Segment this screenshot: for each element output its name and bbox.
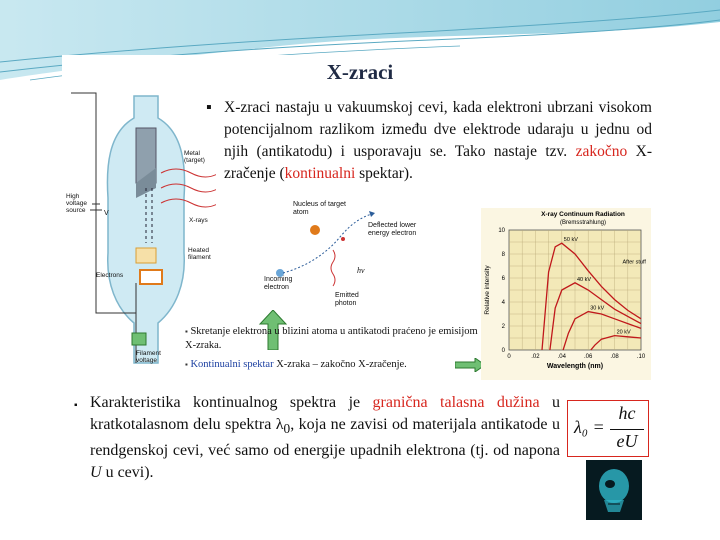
p1-text-3: spektar). (355, 165, 413, 182)
label-heated-filament: Heated filament (188, 247, 211, 261)
label-deflected: Deflected lower energy electron (368, 222, 417, 237)
formula-denominator: eU (616, 431, 638, 451)
series-label: 40 kV (577, 276, 592, 283)
x-tick-label: .06 (584, 354, 593, 360)
label-voltage-v: V (104, 210, 109, 217)
cutoff-wavelength-formula (567, 400, 649, 457)
label-hv: hν (357, 266, 365, 275)
formula-lhs: λ₀ = (574, 417, 605, 437)
formula-fraction-bar (610, 429, 644, 430)
paragraph-xray-origin (224, 97, 652, 185)
caption-continuum (185, 358, 485, 372)
label-filament-voltage: Filament voltage (136, 350, 161, 364)
y-tick-label: 0 (501, 348, 505, 354)
chart-title: X-ray Continuum Radiation (541, 211, 625, 218)
series-label: 50 kV (563, 237, 578, 244)
series-label: 20 kV (616, 329, 631, 336)
x-tick-label: .08 (610, 354, 619, 360)
continuum-spectrum-chart (481, 208, 651, 380)
caption-continuum-rest: X-zraka – zakočno X-zračenje. (273, 359, 407, 370)
bullet-icon: ▪ (185, 360, 188, 369)
p2-text: Karakteristika kontinualnog spektra je (90, 394, 373, 411)
x-axis-label: Wavelength (nm) (546, 363, 604, 370)
xray-skull-image (586, 460, 642, 520)
bullet-icon: ▪ (74, 400, 78, 411)
p1-text-2: X-zračenje ( (224, 143, 653, 182)
chart-annotation: After stuff (622, 259, 646, 266)
p2-subscript: 0 (283, 421, 291, 437)
chart-subtitle: (Bremsstrahlung) (559, 220, 607, 226)
bullet-icon: ▪ (185, 327, 188, 336)
p1-text: X-zraci nastaju u vakuumskoj cevi, kada elektroni ubrzani visokom potencijalnom razlikom između dve elektrode udaraju u jednu od njih (antikatodu) i usporavaju se. Tako nastaje tzv. (224, 99, 652, 160)
p2-text-4: u cevi). (101, 464, 154, 482)
p2-text-2: u kratkotalasnom delu spektra λ (90, 394, 560, 433)
x-tick-label: .04 (557, 354, 566, 360)
p2-voltage-symbol: U (90, 464, 102, 482)
y-axis-label: Relative intensity (484, 265, 491, 315)
y-tick-label: 8 (501, 252, 505, 258)
label-high-voltage: High voltage source (66, 193, 87, 214)
label-xrays: X-rays (189, 217, 208, 224)
y-tick-label: 4 (501, 300, 505, 306)
y-tick-label: 10 (498, 228, 505, 234)
p2-text-3: , koja ne zavisi od materijala antikatode u rendgenskoj cevi, već samo od energije upadnih elektrona (tj. od napona (90, 416, 560, 460)
x-tick-label: .02 (531, 354, 540, 360)
p1-red-term-2: kontinualni (284, 165, 356, 182)
caption-continuum-blue: Kontinualni spektar (190, 359, 274, 370)
label-metal-target: Metal (target) (184, 150, 205, 164)
p2-red-term: granična talasna dužina (372, 394, 540, 411)
label-emitted-photon: Emitted photon (335, 292, 359, 307)
y-tick-label: 6 (501, 276, 505, 282)
x-tick-label: .10 (636, 354, 646, 360)
label-nucleus: Nucleus of target atom (293, 201, 346, 216)
y-tick-label: 2 (501, 324, 505, 330)
x-tick-label: 0 (507, 354, 511, 360)
label-incoming: Incoming electron (264, 276, 293, 291)
label-electrons: Electrons (96, 272, 124, 279)
paragraph-cutoff-wavelength (90, 392, 560, 484)
slide-title: X-zraci (326, 60, 394, 84)
series-label: 30 kV (590, 305, 605, 312)
caption-deflection (185, 325, 485, 353)
caption-deflection-text: Skretanje elektrona u blizini atoma u antikatodi praćeno je emisijom X-zraka. (185, 326, 478, 351)
bullet-icon: ▪ (206, 99, 212, 116)
formula-numerator: hc (618, 403, 636, 423)
p1-red-term-1: zakočno (575, 143, 628, 160)
